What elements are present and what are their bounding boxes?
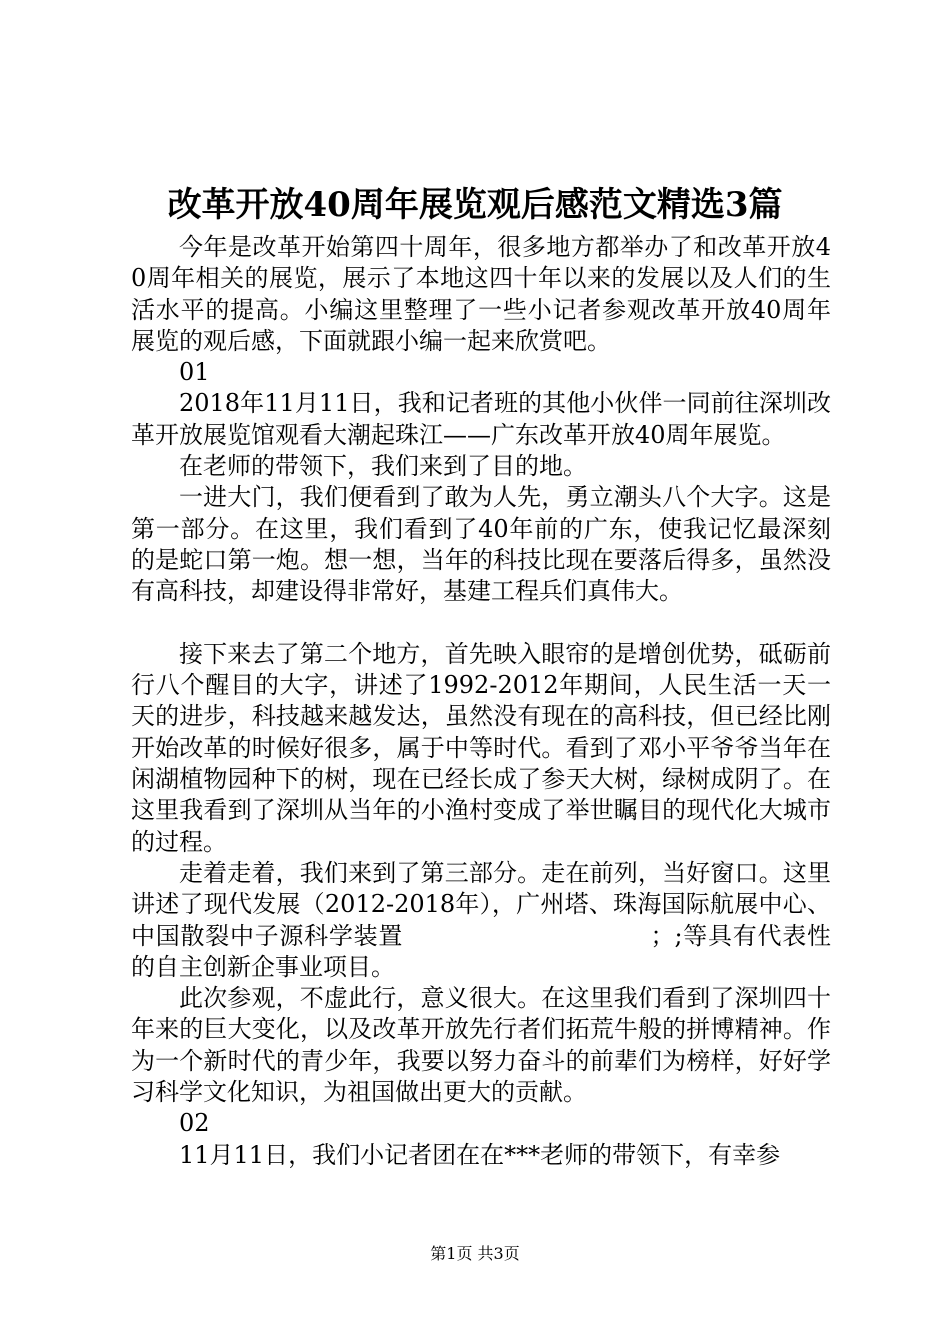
paragraph: 此次参观，不虚此行，意义很大。在这里我们看到了深圳四十年来的巨大变化，以及改革开放先行者们拓荒牛般的拼博精神。作为一个新时代的青少年，我要以努力奋斗的前辈们为榜样，好好学习科学文化知识，为祖国做出更大的贡献。 <box>131 984 831 1107</box>
paragraph-intro: 今年是改革开始第四十周年，很多地方都举办了和改革开放40周年相关的展览，展示了本地这四十年以来的发展以及人们的生活水平的提高。小编这里整理了一些小记者参观改革开放40周年展览的观后感，下面就跟小编一起来欣赏吧。 <box>131 233 831 355</box>
document-title: 改革开放40周年展览观后感范文精选3篇 <box>167 185 783 225</box>
document-body <box>131 232 831 1171</box>
paragraph: 接下来去了第二个地方，首先映入眼帘的是增创优势，砥砺前行八个醒目的大字，讲述了1992-2012年期间，人民生活一天一天的进步，科技越来越发达，虽然没有现在的高科技，但已经比刚开始改革的时候好很多，属于中等时代。看到了邓小平爷爷当年在闲湖植物园种下的树，现在已经长成了参天大树，绿树成阴了。在这里我看到了深圳从当年的小渔村变成了举世瞩目的现代化大城市的过程。 <box>131 639 831 856</box>
section-number-01: 01 <box>179 358 210 387</box>
paragraph: 一进大门，我们便看到了敢为人先，勇立潮头八个大字。这是第一部分。在这里，我们看到了40年前的广东，使我记忆最深刻的是蛇口第一炮。想一想，当年的科技比现在要落后得多，虽然没有高科技，却建设得非常好，基建工程兵们真伟大。 <box>131 483 831 606</box>
paragraph: 走着走着，我们来到了第三部分。走在前列，当好窗口。这里讲述了现代发展（2012-2018年），广州塔、珠海国际航展中心、中国散裂中子源科学装置 ；;等具有代表性的自主创新企事业项目。 <box>131 858 831 981</box>
blank-line <box>131 608 831 639</box>
paragraph: 2018年11月11日，我和记者班的其他小伙伴一同前往深圳改革开放展览馆观看大潮起珠江——广东改革开放40周年展览。 <box>131 389 831 449</box>
paragraph: 11月11日，我们小记者团在在***老师的带领下，有幸参 <box>179 1140 781 1169</box>
paragraph: 在老师的带领下，我们来到了目的地。 <box>179 452 587 481</box>
page-footer: 第1页 共3页 <box>430 1244 520 1263</box>
section-number-02: 02 <box>179 1109 210 1138</box>
